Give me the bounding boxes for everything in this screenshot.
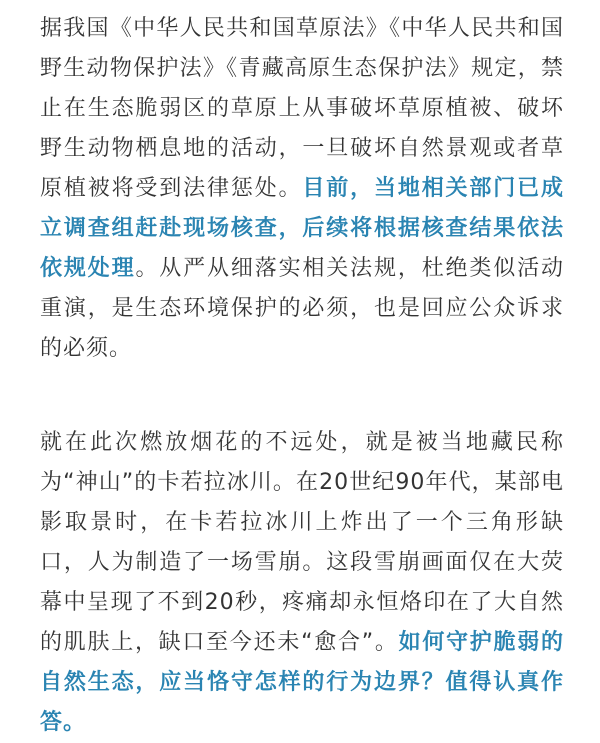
paragraph-glacier — [40, 423, 564, 743]
paragraph-text: 就在此次燃放烟花的不远处，就是被当地藏民称为“神山”的卡若拉冰川。在20世纪90年代，某部电影取景时，在卡若拉冰川上炸出了一个三角形缺口，人为制造了一场雪崩。这段雪崩画面仅在大荧幕中呈现了不到20秒，疼痛却永恒烙印在了大自然的肌肤上，缺口至今还未“愈合”。 — [40, 430, 564, 655]
highlighted-text: 如何守护脆弱的自然生态，应当恪守怎样的行为边界？值得认真作答。 — [40, 630, 564, 735]
paragraph-text: 据我国《中华人民共和国草原法》《中华人民共和国野生动物保护法》《青藏高原生态保护法》规定，禁止在生态脆弱区的草原上从事破坏草原植被、破坏野生动物栖息地的活动，一旦破坏自然景观或者草原植被将受到法律惩处。 — [40, 16, 564, 201]
paragraph-law-regulations — [40, 9, 564, 369]
paragraph-text: 。从严从细落实相关法规，杜绝类似活动重演，是生态环境保护的必须，也是回应公众诉求的必须。 — [40, 256, 564, 361]
highlighted-text: 目前，当地相关部门已成立调查组赶赴现场核查，后续将根据核查结果依法依规处理 — [40, 176, 564, 281]
